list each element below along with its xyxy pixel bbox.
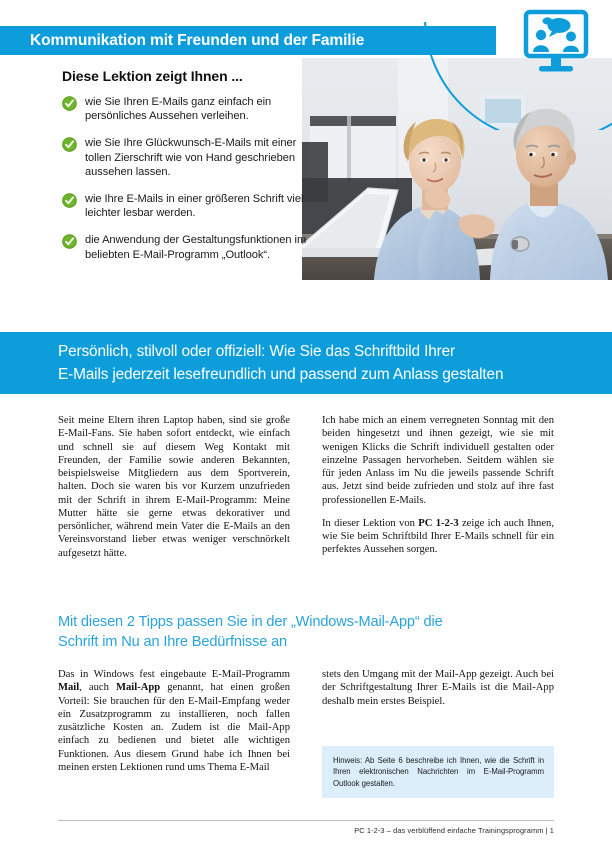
banner-line-2: E-Mails jederzeit lesefreundlich und passend zum Anlass gestalten — [58, 366, 504, 383]
paragraph: Seit meine Eltern ihren Laptop haben, sind sie große E-Mail-Fans. Sie haben sofort entdeckt, wie einfach und schnell sie auf diesem Weg Kontakt mit Freunden, der Familie sowie anderen Bekannten, beispielsweise Mitgliedern aus dem Sportverein, halten. Doch sie waren bis vor Kurzem unzufrieden mit der Schrift in ihrem E-Mail-Programm: Meine Mutter hätte sie gerne etwas dekorativer und persönlicher, während mein Vater die E-Mails an den Vereinsvorstand lieber etwas weniger verschnörkelt aufgesetzt hätte. — [58, 415, 290, 559]
paragraph: Ich habe mich an einem verregneten Sonntag mit den beiden hingesetzt und ihnen gezeigt, wie sie mit wenigen Klicks die Schrift individuell gestalten oder einzelne Passagen hervorheben. Seitdem wählen sie für jeden Anlass im Nu die jeweils passende Schrift aus. Jetzt sind beide zufrieden und stolz auf ihre fast professionellen E-Mails. — [322, 415, 554, 506]
paragraph-suffix: genannt, hat einen großen Vorteil: Sie brauchen für den E-Mail-Empfang weder ein Zusatzprogramm zu installieren, noch fallen zusätzliche Kosten an. Zudem ist die Mail-App einfach zu bedienen und bietet alle wichtigen Funktionen. Aus diesem Grund habe ich Ihnen bei meinen ersten Lektionen rund ums Thema E-Mail — [58, 682, 290, 773]
header-bar — [0, 26, 496, 55]
article-column-right — [322, 414, 554, 567]
list-item-label: wie Ihre E-Mails in einer größeren Schrift viel leichter lesbar werden. — [85, 193, 304, 220]
monitor-speech-bubbles-icon — [518, 8, 594, 80]
header-title: Kommunikation mit Freunden und der Familie — [30, 31, 365, 49]
section-banner — [0, 332, 612, 394]
list-item-label: wie Sie Ihre Glückwunsch-E-Mails mit einer tollen Zierschrift wie von Hand geschrieben aussehen lassen. — [85, 137, 297, 178]
green-check-circle-icon — [62, 234, 77, 249]
list-item — [62, 136, 312, 179]
list-item-label: die Anwendung der Gestaltungsfunktionen im beliebten E-Mail-Programm „Outlook“. — [85, 234, 307, 261]
list-item — [62, 95, 312, 123]
paragraph-prefix: In dieser Lektion von — [322, 517, 419, 529]
green-check-circle-icon — [62, 137, 77, 152]
brand-name: PC 1-2-3 — [418, 517, 459, 529]
section2-column-left — [58, 668, 290, 784]
term-mail-app: Mail-App — [116, 682, 161, 694]
green-check-circle-icon — [62, 96, 77, 111]
section2-column-right — [322, 668, 554, 718]
paragraph-suffix: zeige ich auch Ihnen, wie Sie beim Schriftbild Ihrer E-Mails schnell für ein perfektes Aussehen sorgen. — [322, 517, 554, 556]
paragraph-prefix: Das in Windows fest eingebaute E-Mail-Programm — [58, 669, 290, 680]
paragraph-mid: , auch — [79, 682, 117, 694]
banner-line-1: Persönlich, stilvoll oder offiziell: Wie Sie das Schriftbild Ihrer — [58, 343, 455, 360]
subheading-line-2: Schrift im Nu an Ihre Bedürfnisse an — [58, 634, 288, 650]
hinweis-note-text: Hinweis: Ab Seite 6 beschreibe ich Ihnen, wie die Schrift in Ihren elektronischen Nachrichten im E-Mail-Programm Outlook gestalten. — [333, 756, 544, 788]
term-mail: Mail — [58, 682, 80, 694]
lesson-intro — [0, 62, 612, 338]
list-item — [62, 192, 312, 220]
list-item — [62, 233, 312, 261]
subsection-heading — [58, 612, 558, 652]
paragraph — [322, 517, 554, 557]
footer-text: PC 1-2-3 – das verblüffend einfache Trainingsprogramm | 1 — [354, 826, 554, 835]
paragraph — [58, 668, 290, 774]
list-item-label: wie Sie Ihren E-Mails ganz einfach ein persönliches Aussehen verleihen. — [85, 96, 272, 123]
hinweis-note-box — [322, 746, 554, 798]
lesson-objectives-list — [62, 95, 312, 275]
green-check-circle-icon — [62, 193, 77, 208]
footer-divider — [58, 820, 554, 821]
paragraph: stets den Umgang mit der Mail-App gezeigt. Auch bei der Schriftgestaltung Ihrer E-Mails ist die Mail-App deshalb mein erstes Beispiel. — [322, 669, 554, 707]
subheading-line-1: Mit diesen 2 Tipps passen Sie in der „Windows-Mail-App“ die — [58, 614, 443, 630]
section-banner-text — [58, 340, 590, 386]
article-column-left — [58, 414, 290, 570]
intro-heading: Diese Lektion zeigt Ihnen ... — [62, 68, 243, 84]
